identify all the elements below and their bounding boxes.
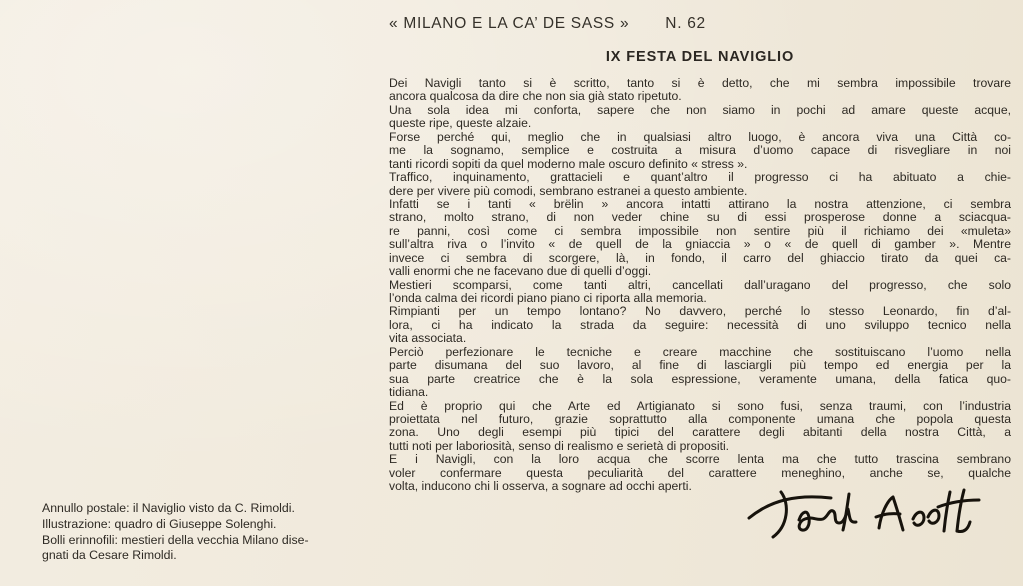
- credit-line: Bolli erinnofili: mestieri della vecchia Milano dise-: [42, 532, 309, 547]
- issue-number: N. 62: [665, 15, 706, 32]
- header: [389, 15, 1011, 33]
- credit-line: gnati da Cesare Rimoldi.: [42, 548, 177, 563]
- article-body: [389, 77, 1011, 494]
- body-text-line: proiettata nel futuro, grazie soprattutto alla componente umana che popola questa: [389, 412, 1011, 426]
- body-text-line: volta, inducono chi li osserva, a sognare ad occhi aperti.: [389, 480, 692, 494]
- body-text-line: strano, molto strano, di non veder chine su di essi prosperose donne a sciacqua-: [389, 211, 1011, 225]
- body-text-line: dere per vivere più comodi, sembrano estranei a questo ambiente.: [389, 184, 748, 198]
- body-text-line: Rimpianti per un tempo lontano? No davvero, perché lo stesso Leonardo, fin d’al-: [389, 305, 1011, 319]
- body-text-line: parte disumana del suo lavoro, al fine di lasciargli più tempo ed energia per la: [389, 359, 1011, 373]
- body-text-line: ancora qualcosa da dire che non sia già stato ripetuto.: [389, 90, 682, 104]
- credits-block: [42, 501, 442, 564]
- body-text-line: sua parte creatrice che è la sola espressione, veramente umana, della fatica quo-: [389, 372, 1011, 386]
- body-text-line: Perciò perfezionare le tecniche e creare macchine che sostituiscano l’uomo nella: [389, 345, 1011, 359]
- body-text-line: re panni, così come ci sembra impossibile non sentire più il richiamo dei «muleta»: [389, 224, 1011, 238]
- credit-line: Illustrazione: quadro di Giuseppe Solenghi.: [42, 516, 277, 531]
- body-text-line: lora, ci ha indicato la strada da seguire: necessità di uno sviluppo tecnico nella: [389, 318, 1011, 332]
- body-text-line: Ed è proprio qui che Arte ed Artigianato si sono fusi, senza traumi, con l’industria: [389, 399, 1011, 413]
- body-text-line: Mestieri scomparsi, come tanti altri, cancellati dall’uragano del progresso, che solo: [389, 278, 1011, 292]
- body-text-line: queste ripe, queste alzaie.: [389, 117, 532, 131]
- credit-line: Annullo postale: il Naviglio visto da C. Rimoldi.: [42, 501, 295, 515]
- body-text-line: l’onda calma dei ricordi piano piano ci riporta alla memoria.: [389, 292, 707, 305]
- body-text-line: tutti noti per laboriosità, senso di realismo e serietà di propositi.: [389, 439, 730, 453]
- body-text-line: zona. Uno degli esempi più tipici del carattere degli abitanti della nostra Città, a: [389, 426, 1011, 440]
- body-text-line: tanti ricordi sopiti da quel moderno male oscuro definito « stress ».: [389, 157, 748, 171]
- body-text-line: Forse perché qui, meglio che in qualsiasi altro luogo, è ancora viva una Città co-: [389, 130, 1011, 144]
- body-text-line: Traffico, inquinamento, grattacieli e quant’altro il progresso ci ha abituato a chie-: [389, 171, 1011, 185]
- body-text-line: Una sola idea mi conforta, sapere che non siamo in pochi ad amare queste acque,: [389, 103, 1011, 117]
- body-text-line: sull’altra riva o l’invito « de quell de la gniaccia » o « de quell di gamber ». Mentre: [389, 238, 1011, 252]
- body-text-line: tidiana.: [389, 386, 429, 400]
- body-text-line: Dei Navigli tanto si è scritto, tanto si è detto, che mi sembra impossibile trovare: [389, 77, 1011, 90]
- body-text-line: vita associata.: [389, 332, 467, 346]
- text-column: [389, 15, 1011, 494]
- series-title: « MILANO E LA CA’ DE SASS »: [389, 15, 630, 32]
- body-text-line: me la sognamo, semplice e costruita a misura d’uomo capace di risvegliare in noi: [389, 144, 1011, 158]
- article-title: IX FESTA DEL NAVIGLIO: [605, 49, 795, 65]
- signature-autograph: [743, 482, 995, 550]
- body-text-line: Infatti se i tanti « brëlin » ancora intatti attirano la nostra attenzione, ci sembra: [389, 197, 1011, 211]
- body-text-line: invece ci sembra di scorgere, là, in fondo, il carro del ghiaccio tirato da quei ca-: [389, 251, 1011, 265]
- body-text-line: voler confermare questa peculiarità del carattere meneghino, anche se, qualche: [389, 466, 1011, 480]
- body-text-line: valli enormi che ne facevano due di quelli d’oggi.: [389, 265, 652, 279]
- body-text-line: E i Navigli, con la loro acqua che scorre lenta ma che tutto trascina sembrano: [389, 453, 1011, 467]
